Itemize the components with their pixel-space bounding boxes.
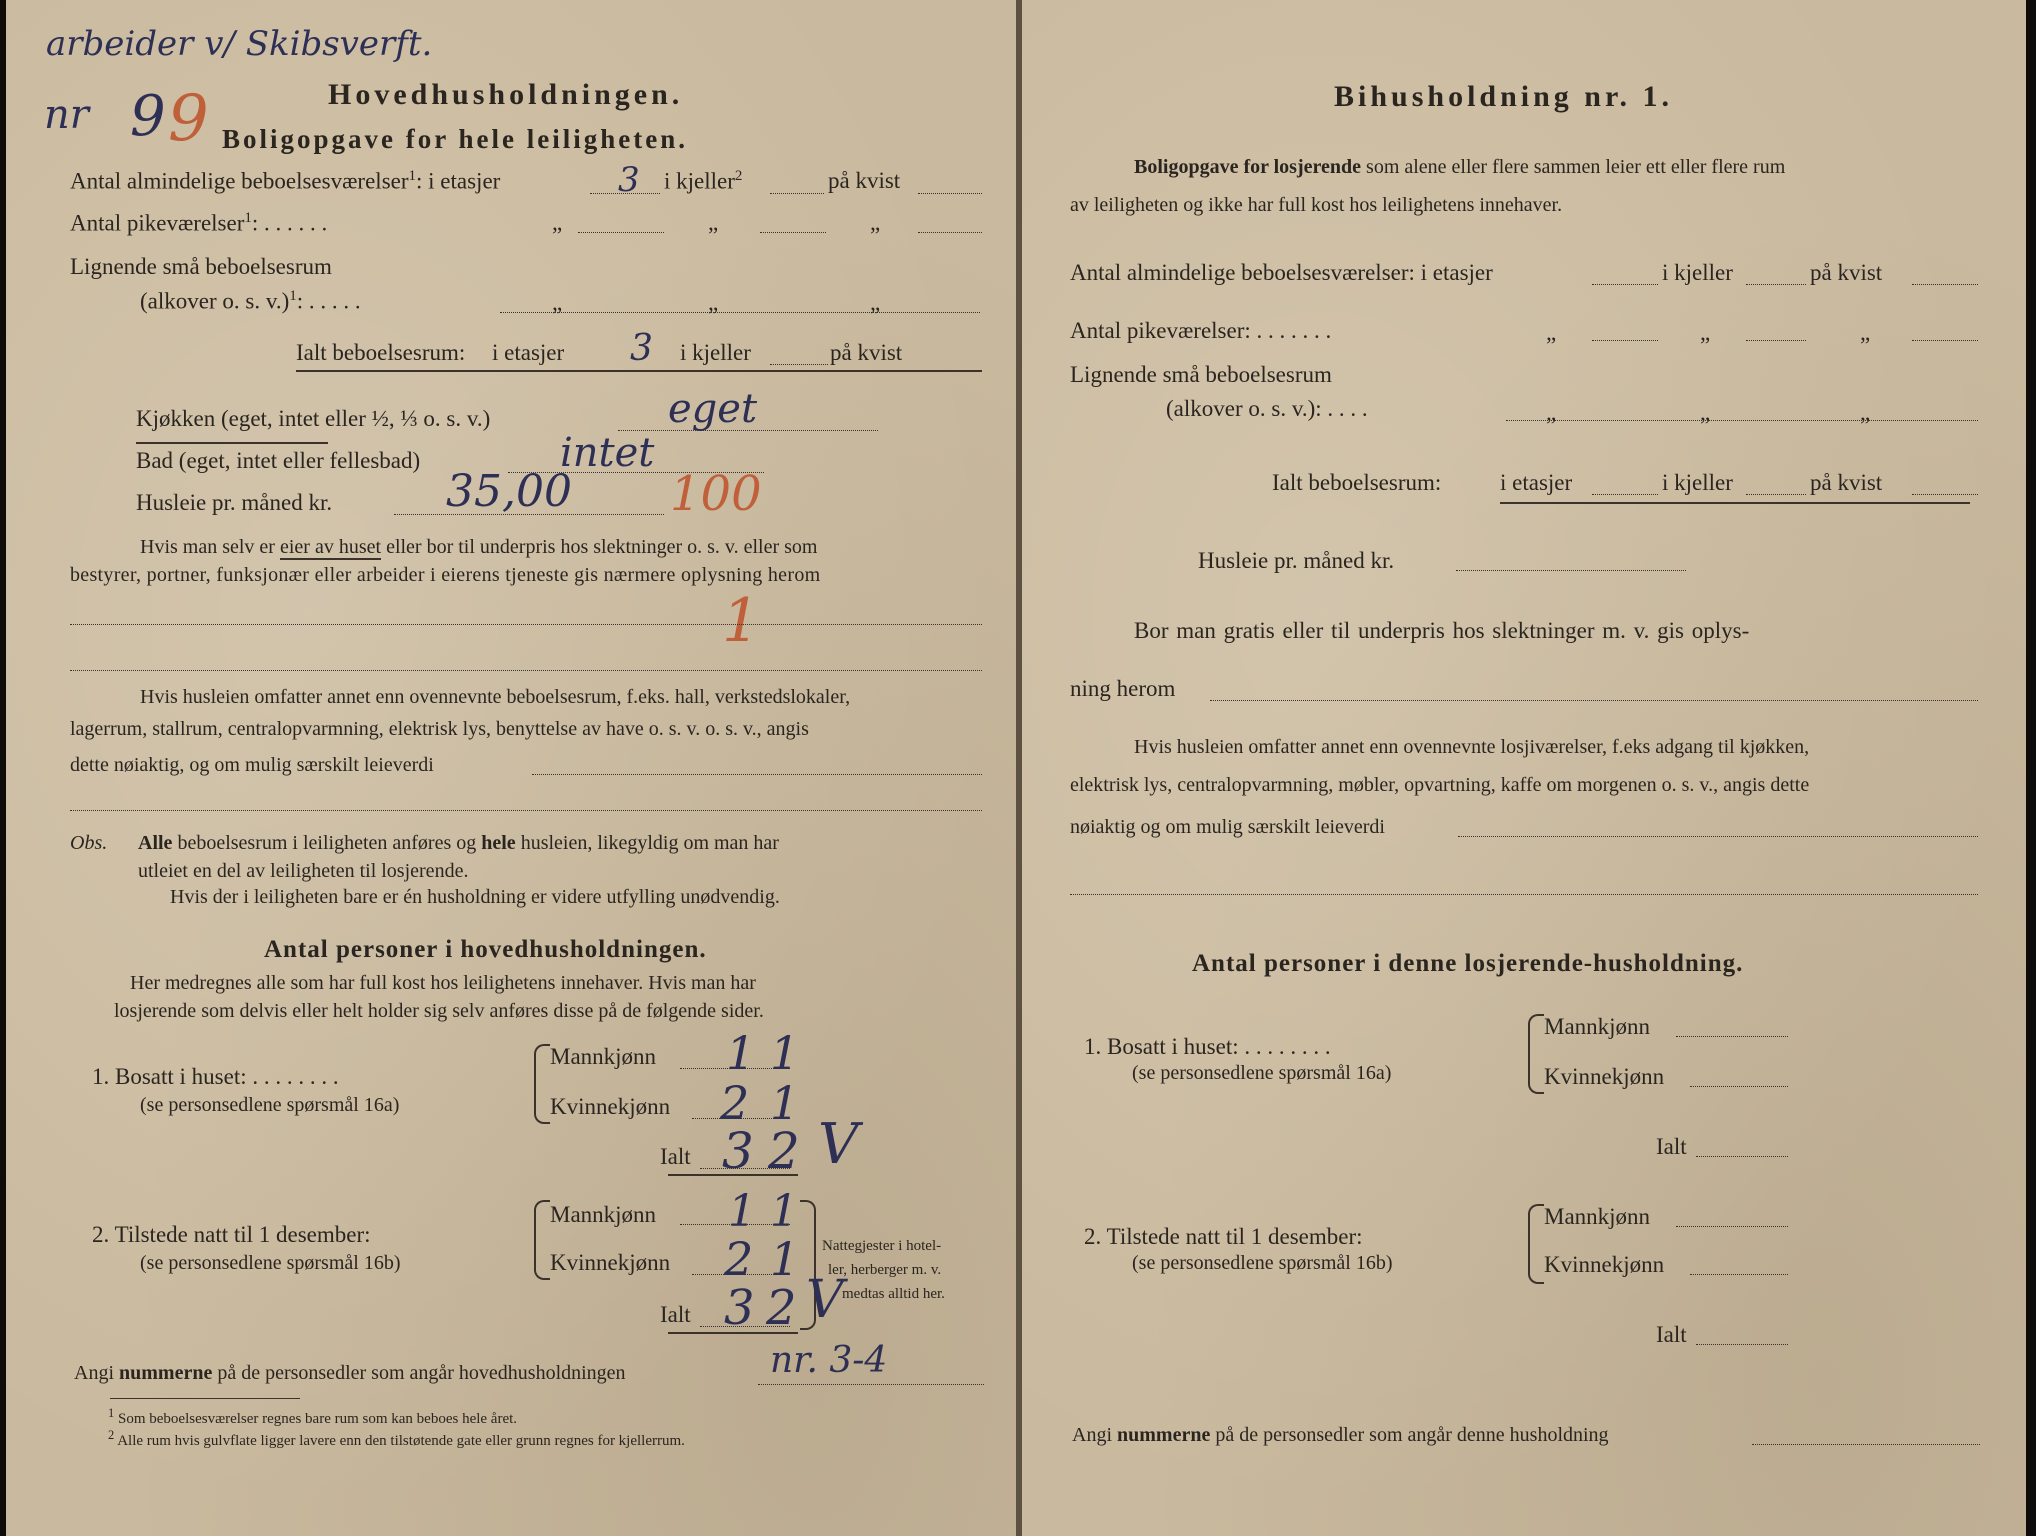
footnote-1-num: 1	[108, 1406, 115, 1420]
owner-line-1	[70, 624, 982, 625]
rooms-row-etasjer: : i etasjer	[416, 168, 501, 194]
total-rooms-label: Ialt beboelsesrum:	[296, 340, 466, 365]
ditto-mark: „	[870, 210, 881, 235]
handwritten-q2-kvinne: 2	[724, 1232, 754, 1286]
owner-line-2	[70, 670, 982, 671]
r-maid-kvist-line	[1912, 340, 1978, 341]
kitchen-label: Kjøkken (eget, intet eller ½, ⅓ o. s. v.)	[136, 406, 491, 431]
numbers-text: på de personsedler som angår hovedhusholdningen	[217, 1362, 626, 1384]
persons-text-2: losjerende som delvis eller helt holder sig selv anføres disse på de følgende sider.	[114, 1000, 764, 1022]
r-includes-1: Hvis husleien omfatter annet enn ovennevnte losjiværelser, f.eks adgang til kjøkken,	[1134, 736, 1810, 758]
bath-label: Bad (eget, intet eller fellesbad)	[136, 448, 421, 473]
r-q2-mann-line	[1676, 1226, 1788, 1227]
handwritten-q1-ialt: 3	[722, 1122, 754, 1180]
owner-text-1c: eller bor til underpris hos slektninger o. s. v. eller som	[386, 536, 818, 558]
q1-sum-line	[668, 1174, 798, 1176]
r-q1-kvinne-line	[1690, 1086, 1788, 1087]
small-rooms-label: Lignende små beboelsesrum	[70, 254, 332, 279]
handwritten-q2-kvinne-b: 1	[770, 1232, 800, 1286]
r-includes-2: elektrisk lys, centralopvarmning, møbler, opvartning, kaffe om morgenen o. s. v., angis dette	[1070, 774, 1810, 796]
r-small-rooms-label: Lignende små beboelsesrum	[1070, 362, 1332, 387]
r-q2-ialt-line	[1696, 1344, 1788, 1345]
rooms-kjeller-line	[770, 193, 824, 194]
obs-text-2: utleiet en del av leiligheten til losjerende.	[138, 860, 469, 882]
q2-sum-line	[668, 1332, 798, 1334]
ditto-mark: „	[708, 210, 719, 235]
r-q1-mann-line	[1676, 1036, 1788, 1037]
ditto-mark: „	[1700, 400, 1711, 425]
r-q2-brace	[1528, 1204, 1544, 1284]
q1-label: 1. Bosatt i huset: . . . . . . . .	[92, 1064, 339, 1089]
r-rent-label: Husleie pr. måned kr.	[1198, 548, 1395, 573]
obs-text-1d: husleien, likegyldig om man har	[520, 832, 779, 854]
night-guests-2: ler, herberger m. v.	[828, 1262, 942, 1278]
r-rooms-label: Antal almindelige beboelsesværelser: i etasjer	[1070, 260, 1493, 285]
ditto-mark: „	[1700, 320, 1711, 345]
handwritten-kitchen: eget	[668, 386, 758, 432]
handwritten-numbers: nr. 3-4	[770, 1340, 888, 1381]
r-numbers-angi: Angi	[1072, 1424, 1112, 1446]
total-underline	[296, 370, 982, 372]
owner-text-1b: eier av huset	[279, 536, 382, 558]
r-alcoves-line	[1506, 420, 1978, 421]
ditto-mark: „	[552, 290, 563, 315]
r-q2-label: 2. Tilstede natt til 1 desember:	[1084, 1224, 1363, 1249]
right-page	[1022, 0, 2026, 1536]
r-total-kvist-line	[1912, 494, 1978, 495]
r-total-etasjer-line	[1592, 494, 1658, 495]
handwritten-q2-ialt-b: 2	[766, 1280, 797, 1336]
obs-text-1b: beboelsesrum i leiligheten anføres og	[177, 832, 477, 854]
obs-alle: Alle	[138, 832, 173, 854]
lodger-intro-1	[1134, 156, 1785, 179]
r-total-kjeller-label: i kjeller	[1662, 470, 1733, 495]
left-subtitle: Boligopgave for hele leiligheten.	[222, 124, 688, 154]
q1-mann-label: Mannkjønn	[550, 1044, 657, 1069]
maid-rooms-label	[70, 210, 327, 237]
r-includes-line-2	[1070, 894, 1978, 895]
r-numbers-label	[1072, 1424, 1609, 1447]
lodger-intro-1b: som alene eller flere sammen leier ett eller flere rum	[1366, 156, 1786, 178]
footnote-rule	[110, 1398, 300, 1399]
r-q1-brace	[1528, 1014, 1544, 1094]
r-free-text-2: ning herom	[1070, 676, 1176, 701]
r-total-label: Ialt beboelsesrum:	[1272, 470, 1442, 495]
footnote-1-text: Som beboelsesværelser regnes bare rum som kan beboes hele året.	[118, 1411, 518, 1427]
owner-text-2: bestyrer, portner, funksjonær eller arbeider i eierens tjeneste gis nærmere oplysning herom	[70, 564, 821, 586]
r-q1-kvinne-label: Kvinnekjønn	[1544, 1064, 1665, 1089]
handwritten-red-mark: 1	[722, 586, 761, 656]
handwritten-etasjer: 3	[618, 160, 640, 200]
handwritten-rent: 35,00	[446, 466, 572, 517]
q2-kvinne-label: Kvinnekjønn	[550, 1250, 671, 1275]
persons-text-1: Her medregnes alle som har full kost hos leilighetens innehaver. Hvis man har	[130, 972, 756, 994]
handwritten-number: 9	[130, 84, 166, 149]
ditto-mark: „	[870, 290, 881, 315]
r-includes-3: nøiaktig og om mulig særskilt leieverdi	[1070, 816, 1385, 838]
r-q1-label: 1. Bosatt i huset: . . . . . . . .	[1084, 1034, 1331, 1059]
ditto-mark: „	[708, 290, 719, 315]
includes-text-2: lagerrum, stallrum, centralopvarmning, elektrisk lys, benyttelse av have o. s. v. o. s. v., angis	[70, 718, 809, 740]
maid-rooms-text: Antal pikeværelser	[70, 210, 245, 236]
r-numbers-line	[1752, 1444, 1980, 1445]
q1-sub: (se personsedlene spørsmål 16a)	[140, 1094, 400, 1116]
r-rooms-etasjer-line	[1592, 284, 1658, 285]
ditto-mark: „	[1860, 320, 1871, 345]
r-q1-ialt-line	[1696, 1156, 1788, 1157]
numbers-angi: Angi	[74, 1362, 114, 1384]
includes-line-1	[532, 774, 982, 775]
footnote-2-text: Alle rum hvis gulvflate ligger lavere enn den tilstøtende gate eller grunn regnes for kjellerrum.	[117, 1433, 685, 1449]
handwritten-q1-check: V	[818, 1112, 859, 1177]
handwritten-occupation: arbeider v/ Skibsverft.	[46, 24, 433, 64]
persons-title: Antal personer i hovedhusholdningen.	[264, 936, 707, 963]
includes-text-3: dette nøiaktig, og om mulig særskilt leieverdi	[70, 754, 434, 776]
total-etasjer-label: i etasjer	[492, 340, 565, 365]
footnote-1	[108, 1406, 517, 1428]
r-q1-ialt-label: Ialt	[1656, 1134, 1687, 1159]
handwritten-q1-ialt-b: 2	[768, 1122, 800, 1180]
q1-brace	[534, 1044, 550, 1124]
r-free-line	[1210, 700, 1978, 701]
r-numbers-text: på de personsedler som angår denne husholdning	[1215, 1424, 1609, 1446]
r-q2-kvinne-label: Kvinnekjønn	[1544, 1252, 1665, 1277]
r-includes-line-1	[1458, 836, 1978, 837]
owner-text-1	[140, 536, 817, 559]
numbers-label	[74, 1362, 626, 1385]
q2-label: 2. Tilstede natt til 1 desember:	[92, 1222, 371, 1247]
total-kvist-label: på kvist	[830, 340, 903, 365]
r-alcoves-label: (alkover o. s. v.): . . . .	[1166, 396, 1368, 421]
handwritten-total-etasjer: 3	[630, 328, 653, 369]
r-total-kvist-label: på kvist	[1810, 470, 1883, 495]
lodger-intro-2: av leiligheten og ikke har full kost hos leilighetens innehaver.	[1070, 194, 1563, 216]
rooms-kvist-line	[918, 193, 982, 194]
r-total-kjeller-line	[1746, 494, 1806, 495]
ditto-mark: „	[1546, 320, 1557, 345]
maid-rooms-dots: : . . . . . .	[251, 210, 328, 236]
handwritten-q1-kvinne-b: 1	[770, 1076, 800, 1130]
maid-kvist-line	[918, 232, 982, 233]
r-rent-line	[1456, 570, 1686, 571]
rooms-row-label	[70, 168, 500, 195]
r-q1-sub: (se personsedlene spørsmål 16a)	[1132, 1062, 1392, 1084]
kitchen-underline	[136, 442, 328, 444]
handwritten-q1-kvinne: 2	[720, 1076, 750, 1130]
q1-kvinne-label: Kvinnekjønn	[550, 1094, 671, 1119]
handwritten-q1-mann: 1	[726, 1026, 756, 1080]
footnote-ref-2: 2	[734, 168, 743, 184]
night-guests-3: medtas alltid her.	[842, 1286, 945, 1302]
includes-text-1: Hvis husleien omfatter annet enn ovennevnte beboelsesrum, f.eks. hall, verkstedslokaler,	[140, 686, 851, 708]
left-title: Hovedhusholdningen.	[328, 78, 684, 111]
handwritten-number-prefix: nr	[44, 92, 89, 138]
q2-sub: (se personsedlene spørsmål 16b)	[140, 1252, 401, 1274]
r-q2-ialt-label: Ialt	[1656, 1322, 1687, 1347]
obs-text-1	[138, 832, 779, 855]
footnote-ref-1c: 1	[289, 288, 297, 304]
r-rooms-kjeller-line	[1746, 284, 1806, 285]
r-q1-mann-label: Mannkjønn	[1544, 1014, 1651, 1039]
rooms-kjeller-text: i kjeller	[664, 168, 735, 194]
handwritten-number-red: 9	[168, 82, 209, 156]
rooms-row-text: Antal almindelige beboelsesværelser	[70, 168, 409, 194]
total-kjeller-line	[770, 364, 828, 365]
maid-etasjer-line	[578, 232, 664, 233]
rooms-kjeller-label	[664, 168, 742, 195]
total-kjeller-label: i kjeller	[680, 340, 751, 365]
r-q2-mann-label: Mannkjønn	[1544, 1204, 1651, 1229]
rent-label: Husleie pr. måned kr.	[136, 490, 333, 515]
lodger-intro-bold: Boligopgave for losjerende	[1134, 156, 1362, 178]
night-guests-1: Nattegjester i hotel-	[822, 1238, 942, 1254]
footnote-ref-1b: 1	[244, 210, 252, 226]
handwritten-q1-mann-b: 1	[770, 1026, 800, 1080]
ditto-mark: „	[1860, 400, 1871, 425]
footnote-ref-1: 1	[408, 168, 417, 184]
r-rooms-kjeller-label: i kjeller	[1662, 260, 1733, 285]
r-q2-sub: (se personsedlene spørsmål 16b)	[1132, 1252, 1393, 1274]
handwritten-q2-mann-b: 1	[770, 1186, 798, 1237]
handwritten-q2-ialt: 3	[724, 1280, 755, 1336]
obs-hele: hele	[481, 832, 516, 854]
alcoves-label	[140, 288, 361, 315]
alcoves-text: (alkover o. s. v.)	[140, 288, 290, 314]
r-maid-label: Antal pikeværelser: . . . . . . .	[1070, 318, 1332, 343]
includes-line-2	[70, 810, 982, 811]
ditto-mark: „	[552, 210, 563, 235]
r-free-text-1: Bor man gratis eller til underpris hos slektninger m. v. gis oplys-	[1134, 618, 1750, 643]
maid-kjeller-line	[760, 232, 826, 233]
numbers-line	[758, 1384, 984, 1385]
alcoves-dots: : . . . . .	[296, 288, 361, 314]
r-q2-kvinne-line	[1690, 1274, 1788, 1275]
r-rooms-kvist-line	[1912, 284, 1978, 285]
q2-mann-label: Mannkjønn	[550, 1202, 657, 1227]
footnote-2-num: 2	[108, 1428, 115, 1442]
alcoves-line	[500, 312, 980, 313]
q2-ialt-label: Ialt	[660, 1302, 691, 1327]
numbers-nummerne: nummerne	[119, 1362, 213, 1384]
handwritten-bath: intet	[560, 430, 655, 476]
handwritten-q2-mann: 1	[728, 1186, 756, 1237]
r-rooms-kvist-label: på kvist	[1810, 260, 1883, 285]
r-maid-kjeller-line	[1746, 340, 1806, 341]
handwritten-rent-red: 100	[670, 466, 762, 522]
q1-ialt-label: Ialt	[660, 1144, 691, 1169]
right-title: Bihusholdning nr. 1.	[1334, 80, 1674, 113]
footnote-2	[108, 1428, 685, 1450]
r-total-etasjer-label: i etasjer	[1500, 470, 1573, 495]
r-persons-title: Antal personer i denne losjerende-husholdning.	[1192, 950, 1744, 977]
ditto-mark: „	[1546, 400, 1557, 425]
obs-text-3: Hvis der i leiligheten bare er én husholdning er videre utfylling unødvendig.	[170, 886, 780, 908]
r-numbers-nummerne: nummerne	[1117, 1424, 1211, 1446]
handwritten-q2-check: V	[806, 1270, 844, 1330]
owner-text-1a: Hvis man selv er	[140, 536, 275, 558]
r-total-underline	[1500, 502, 1970, 504]
r-maid-etasjer-line	[1592, 340, 1658, 341]
obs-label: Obs.	[70, 832, 108, 854]
rooms-kvist-label: på kvist	[828, 168, 901, 193]
q2-brace	[534, 1200, 550, 1280]
